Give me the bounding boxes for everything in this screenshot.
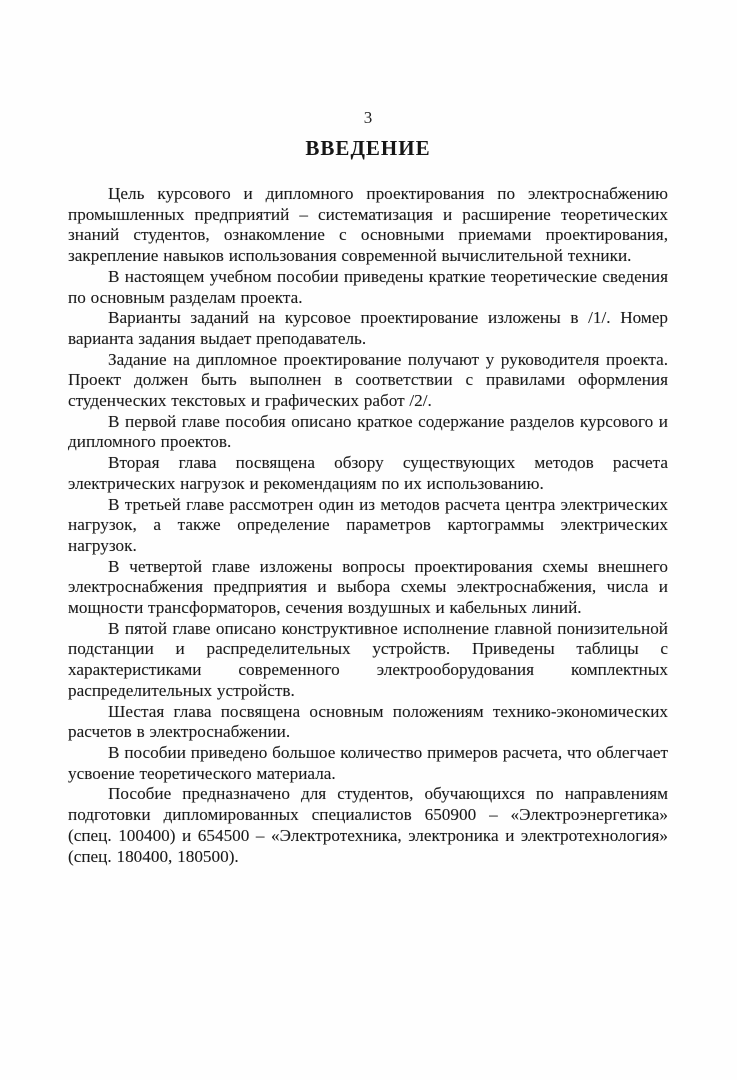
paragraph: В первой главе пособия описано краткое содержание разделов курсового и дипломного проектов. xyxy=(68,411,668,452)
paragraph: В пятой главе описано конструктивное исполнение главной понизительной подстанции и распределительных устройств. Приведены таблицы с характеристиками современного электрооборудования комплектных распределительных устройств. xyxy=(68,618,668,700)
paragraph: В настоящем учебном пособии приведены краткие теоретические сведения по основным разделам проекта. xyxy=(68,266,668,307)
paragraph: Цель курсового и дипломного проектирования по электроснабжению промышленных предприятий – систематизация и расширение теоретических знаний студентов, ознакомление с основными приемами проектирования, закрепление навыков использования современной вычислительной техники. xyxy=(68,184,668,266)
paragraph: Шестая глава посвящена основным положениям технико-экономических расчетов в электроснабжении. xyxy=(68,701,668,742)
page-number: 3 xyxy=(363,108,373,127)
paragraph: Варианты заданий на курсовое проектирование изложены в /1/. Номер варианта задания выдает преподаватель. xyxy=(68,308,668,348)
paragraph: Задание на дипломное проектирование получают у руководителя проекта. Проект должен быть выполнен в соответствии с правилами оформления студенческих текстовых и графических работ /2/. xyxy=(68,349,668,411)
paragraph: В пособии приведено большое количество примеров расчета, что облегчает усвоение теоретического материала. xyxy=(68,742,668,783)
paragraph: Пособие предназначено для студентов, обучающихся по направлениям подготовки дипломированных специалистов 650900 – «Электроэнергетика» (спец. 100400) и 654500 – «Электротехника, электроника и электротехнология» (спец. 180400, 180500). xyxy=(68,784,668,866)
section-title: ВВЕДЕНИЕ xyxy=(305,136,431,160)
paragraph: Вторая глава посвящена обзору существующих методов расчета электрических нагрузок и рекомендациям по их использованию. xyxy=(68,453,668,493)
paragraph: В четвертой главе изложены вопросы проектирования схемы внешнего электроснабжения предприятия и выбора схемы электроснабжения, числа и мощности трансформаторов, сечения воздушных и кабельных линий. xyxy=(68,556,668,618)
document-body xyxy=(68,184,668,867)
paragraph: В третьей главе рассмотрен один из методов расчета центра электрических нагрузок, а также определение параметров картограммы электрических нагрузок. xyxy=(68,494,668,555)
